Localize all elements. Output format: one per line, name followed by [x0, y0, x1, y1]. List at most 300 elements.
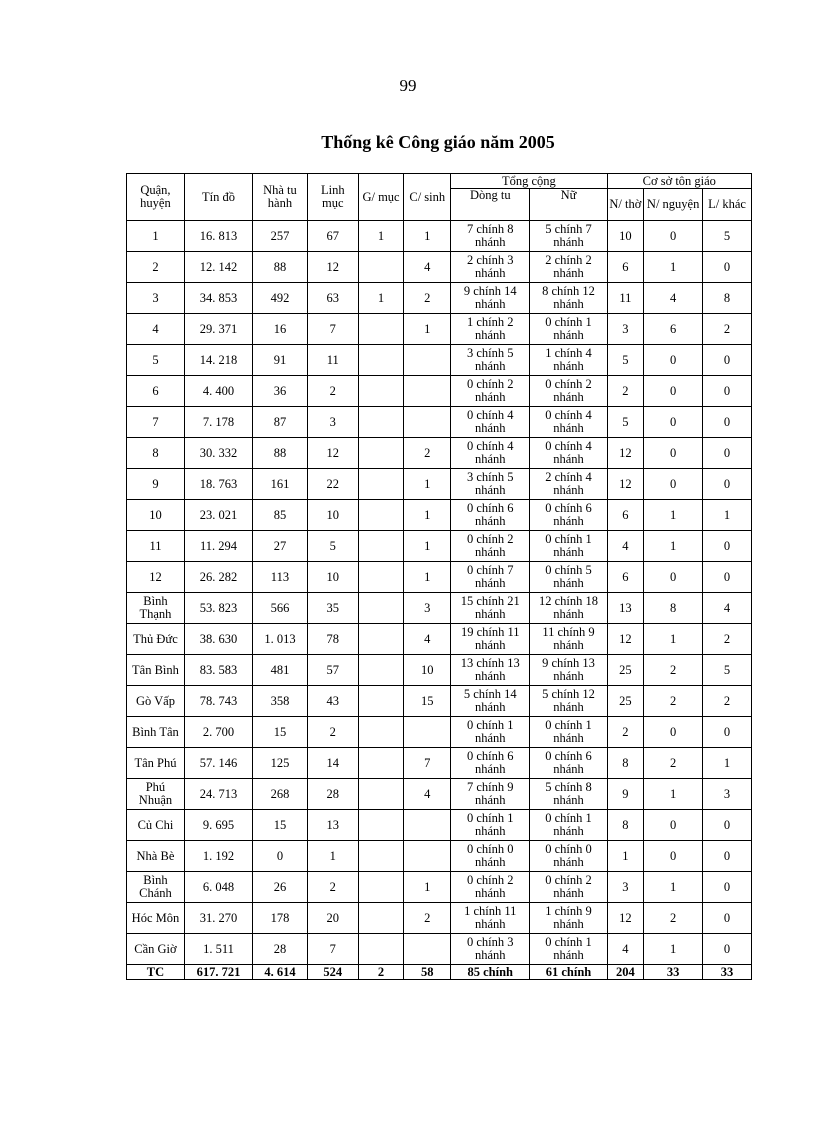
cell-female: 5 chính 7 nhánh [530, 221, 607, 252]
cell-seminarian: 1 [404, 500, 451, 531]
cell-churches: 9 [607, 779, 644, 810]
cell-believers: 30. 332 [184, 438, 252, 469]
cell-male-orders: 85 chính [451, 965, 530, 980]
cell-bishop [358, 717, 404, 748]
cell-bishop [358, 252, 404, 283]
table-row [127, 283, 752, 314]
table-row [127, 252, 752, 283]
cell-district: 4 [127, 314, 185, 345]
header-male-orders: Dòng tu [451, 189, 530, 221]
table-row [127, 221, 752, 252]
page-title: Thống kê Công giáo năm 2005 [321, 132, 555, 152]
cell-male-orders: 0 chính 4 nhánh [451, 407, 530, 438]
cell-chapels: 1 [644, 624, 703, 655]
cell-chapels: 2 [644, 686, 703, 717]
cell-district: TC [127, 965, 185, 980]
cell-female: 5 chính 12 nhánh [530, 686, 607, 717]
cell-seminarian: 4 [404, 779, 451, 810]
cell-priests: 524 [307, 965, 358, 980]
cell-believers: 83. 583 [184, 655, 252, 686]
header-religious-houses: Nhà tu hành [253, 174, 308, 221]
cell-bishop [358, 314, 404, 345]
table-row [127, 810, 752, 841]
cell-chapels: 0 [644, 469, 703, 500]
cell-female: 8 chính 12 nhánh [530, 283, 607, 314]
cell-churches: 6 [607, 562, 644, 593]
cell-chapels: 1 [644, 934, 703, 965]
cell-chapels: 0 [644, 841, 703, 872]
cell-bishop [358, 841, 404, 872]
cell-churches: 5 [607, 345, 644, 376]
cell-religious-houses: 36 [253, 376, 308, 407]
header-district: Quận, huyện [127, 174, 185, 221]
cell-priests: 43 [307, 686, 358, 717]
cell-seminarian: 3 [404, 593, 451, 624]
cell-other: 1 [703, 500, 752, 531]
cell-other: 0 [703, 717, 752, 748]
cell-churches: 6 [607, 252, 644, 283]
header-churches: N/ thờ [607, 189, 644, 221]
cell-priests: 7 [307, 934, 358, 965]
cell-other: 0 [703, 345, 752, 376]
cell-priests: 2 [307, 717, 358, 748]
catholic-statistics-table [126, 173, 752, 980]
cell-district: 8 [127, 438, 185, 469]
cell-chapels: 2 [644, 655, 703, 686]
cell-believers: 16. 813 [184, 221, 252, 252]
cell-chapels: 0 [644, 407, 703, 438]
cell-female: 0 chính 1 nhánh [530, 314, 607, 345]
cell-churches: 12 [607, 438, 644, 469]
cell-bishop: 1 [358, 221, 404, 252]
cell-churches: 2 [607, 376, 644, 407]
cell-male-orders: 0 chính 1 nhánh [451, 717, 530, 748]
cell-churches: 1 [607, 841, 644, 872]
cell-male-orders: 0 chính 2 nhánh [451, 531, 530, 562]
cell-churches: 3 [607, 872, 644, 903]
cell-believers: 1. 511 [184, 934, 252, 965]
cell-other: 0 [703, 872, 752, 903]
cell-religious-houses: 15 [253, 810, 308, 841]
cell-other: 5 [703, 221, 752, 252]
cell-believers: 78. 743 [184, 686, 252, 717]
header-priests: Linh mục [307, 174, 358, 221]
cell-priests: 20 [307, 903, 358, 934]
cell-chapels: 2 [644, 748, 703, 779]
cell-priests: 57 [307, 655, 358, 686]
cell-bishop [358, 934, 404, 965]
table-row [127, 655, 752, 686]
cell-seminarian [404, 841, 451, 872]
cell-male-orders: 0 chính 2 nhánh [451, 872, 530, 903]
cell-chapels: 0 [644, 562, 703, 593]
cell-other: 33 [703, 965, 752, 980]
cell-female: 0 chính 6 nhánh [530, 748, 607, 779]
table-row [127, 314, 752, 345]
header-chapels: N/ nguyện [644, 189, 703, 221]
cell-chapels: 0 [644, 438, 703, 469]
cell-male-orders: 0 chính 4 nhánh [451, 438, 530, 469]
cell-male-orders: 3 chính 5 nhánh [451, 345, 530, 376]
cell-religious-houses: 257 [253, 221, 308, 252]
table-row [127, 717, 752, 748]
cell-seminarian: 1 [404, 872, 451, 903]
cell-other: 0 [703, 252, 752, 283]
cell-religious-houses: 16 [253, 314, 308, 345]
cell-district: 11 [127, 531, 185, 562]
cell-churches: 8 [607, 810, 644, 841]
cell-female: 9 chính 13 nhánh [530, 655, 607, 686]
cell-female: 0 chính 5 nhánh [530, 562, 607, 593]
cell-female: 0 chính 4 nhánh [530, 438, 607, 469]
table-row [127, 748, 752, 779]
table-body [127, 221, 752, 980]
cell-other: 2 [703, 314, 752, 345]
cell-seminarian: 1 [404, 314, 451, 345]
cell-male-orders: 7 chính 8 nhánh [451, 221, 530, 252]
header-female: Nữ [530, 189, 607, 221]
cell-priests: 13 [307, 810, 358, 841]
cell-other: 0 [703, 903, 752, 934]
cell-seminarian: 2 [404, 903, 451, 934]
cell-district: Thủ Đức [127, 624, 185, 655]
cell-believers: 53. 823 [184, 593, 252, 624]
cell-female: 0 chính 1 nhánh [530, 717, 607, 748]
cell-bishop [358, 655, 404, 686]
table-row [127, 934, 752, 965]
table-row [127, 531, 752, 562]
cell-bishop [358, 779, 404, 810]
cell-bishop: 1 [358, 283, 404, 314]
cell-religious-houses: 26 [253, 872, 308, 903]
cell-seminarian: 4 [404, 624, 451, 655]
header-believers: Tín đồ [184, 174, 252, 221]
cell-seminarian: 1 [404, 531, 451, 562]
cell-district: 6 [127, 376, 185, 407]
cell-other: 5 [703, 655, 752, 686]
cell-religious-houses: 88 [253, 438, 308, 469]
header-total-group: Tổng cộng [451, 174, 607, 189]
cell-female: 1 chính 4 nhánh [530, 345, 607, 376]
cell-other: 1 [703, 748, 752, 779]
cell-male-orders: 13 chính 13 nhánh [451, 655, 530, 686]
cell-bishop [358, 376, 404, 407]
cell-male-orders: 0 chính 6 nhánh [451, 500, 530, 531]
header-bishop: G/ mục [358, 174, 404, 221]
cell-district: Tân Phú [127, 748, 185, 779]
cell-male-orders: 15 chính 21 nhánh [451, 593, 530, 624]
cell-seminarian: 7 [404, 748, 451, 779]
table-row [127, 376, 752, 407]
cell-female: 11 chính 9 nhánh [530, 624, 607, 655]
cell-priests: 10 [307, 500, 358, 531]
cell-bishop [358, 872, 404, 903]
cell-seminarian [404, 407, 451, 438]
cell-believers: 57. 146 [184, 748, 252, 779]
cell-religious-houses: 28 [253, 934, 308, 965]
cell-chapels: 0 [644, 810, 703, 841]
cell-bishop [358, 748, 404, 779]
table-row [127, 500, 752, 531]
cell-priests: 11 [307, 345, 358, 376]
cell-male-orders: 5 chính 14 nhánh [451, 686, 530, 717]
cell-religious-houses: 481 [253, 655, 308, 686]
cell-chapels: 33 [644, 965, 703, 980]
cell-religious-houses: 113 [253, 562, 308, 593]
cell-priests: 12 [307, 438, 358, 469]
cell-believers: 4. 400 [184, 376, 252, 407]
cell-chapels: 1 [644, 779, 703, 810]
cell-female: 0 chính 1 nhánh [530, 810, 607, 841]
cell-female: 1 chính 9 nhánh [530, 903, 607, 934]
cell-bishop [358, 531, 404, 562]
cell-other: 3 [703, 779, 752, 810]
cell-seminarian [404, 345, 451, 376]
cell-other: 0 [703, 841, 752, 872]
table-row [127, 562, 752, 593]
cell-religious-houses: 15 [253, 717, 308, 748]
cell-district: 1 [127, 221, 185, 252]
header-seminarian: C/ sinh [404, 174, 451, 221]
table-row [127, 438, 752, 469]
table-row [127, 469, 752, 500]
cell-male-orders: 19 chính 11 nhánh [451, 624, 530, 655]
cell-priests: 67 [307, 221, 358, 252]
cell-female: 0 chính 1 nhánh [530, 531, 607, 562]
cell-district: Cần Giờ [127, 934, 185, 965]
cell-believers: 2. 700 [184, 717, 252, 748]
cell-believers: 24. 713 [184, 779, 252, 810]
cell-believers: 23. 021 [184, 500, 252, 531]
cell-male-orders: 0 chính 7 nhánh [451, 562, 530, 593]
cell-seminarian: 4 [404, 252, 451, 283]
cell-religious-houses: 358 [253, 686, 308, 717]
header-facilities-group: Cơ sở tôn giáo [607, 174, 751, 189]
cell-female: 0 chính 4 nhánh [530, 407, 607, 438]
cell-other: 0 [703, 934, 752, 965]
cell-district: Củ Chi [127, 810, 185, 841]
cell-bishop [358, 438, 404, 469]
cell-district: Tân Bình [127, 655, 185, 686]
cell-chapels: 0 [644, 717, 703, 748]
cell-district: 12 [127, 562, 185, 593]
cell-churches: 4 [607, 934, 644, 965]
cell-religious-houses: 0 [253, 841, 308, 872]
cell-priests: 78 [307, 624, 358, 655]
cell-other: 0 [703, 376, 752, 407]
cell-churches: 3 [607, 314, 644, 345]
cell-seminarian: 58 [404, 965, 451, 980]
cell-priests: 63 [307, 283, 358, 314]
table-row [127, 345, 752, 376]
cell-male-orders: 1 chính 2 nhánh [451, 314, 530, 345]
cell-other: 0 [703, 562, 752, 593]
cell-believers: 38. 630 [184, 624, 252, 655]
cell-district: 2 [127, 252, 185, 283]
cell-churches: 5 [607, 407, 644, 438]
cell-churches: 2 [607, 717, 644, 748]
cell-religious-houses: 4. 614 [253, 965, 308, 980]
cell-priests: 3 [307, 407, 358, 438]
cell-other: 0 [703, 531, 752, 562]
cell-district: Bình Chánh [127, 872, 185, 903]
cell-chapels: 4 [644, 283, 703, 314]
cell-seminarian [404, 717, 451, 748]
cell-believers: 617. 721 [184, 965, 252, 980]
cell-female: 0 chính 2 nhánh [530, 872, 607, 903]
cell-churches: 204 [607, 965, 644, 980]
cell-chapels: 2 [644, 903, 703, 934]
cell-district: Bình Thạnh [127, 593, 185, 624]
cell-believers: 29. 371 [184, 314, 252, 345]
cell-bishop [358, 903, 404, 934]
cell-chapels: 1 [644, 531, 703, 562]
cell-chapels: 6 [644, 314, 703, 345]
cell-chapels: 1 [644, 500, 703, 531]
cell-district: 7 [127, 407, 185, 438]
cell-chapels: 0 [644, 345, 703, 376]
cell-bishop [358, 345, 404, 376]
cell-female: 2 chính 4 nhánh [530, 469, 607, 500]
cell-believers: 6. 048 [184, 872, 252, 903]
cell-seminarian: 15 [404, 686, 451, 717]
cell-religious-houses: 268 [253, 779, 308, 810]
cell-female: 0 chính 2 nhánh [530, 376, 607, 407]
cell-churches: 12 [607, 624, 644, 655]
cell-male-orders: 0 chính 3 nhánh [451, 934, 530, 965]
cell-female: 61 chính [530, 965, 607, 980]
table-row [127, 624, 752, 655]
cell-district: 9 [127, 469, 185, 500]
cell-bishop [358, 469, 404, 500]
cell-other: 0 [703, 407, 752, 438]
cell-district: 10 [127, 500, 185, 531]
cell-female: 2 chính 2 nhánh [530, 252, 607, 283]
table-row [127, 841, 752, 872]
cell-bishop [358, 562, 404, 593]
cell-believers: 14. 218 [184, 345, 252, 376]
cell-churches: 11 [607, 283, 644, 314]
cell-believers: 26. 282 [184, 562, 252, 593]
header-other: L/ khác [703, 189, 752, 221]
cell-female: 0 chính 1 nhánh [530, 934, 607, 965]
cell-chapels: 8 [644, 593, 703, 624]
total-row [127, 965, 752, 980]
cell-seminarian: 10 [404, 655, 451, 686]
cell-priests: 7 [307, 314, 358, 345]
cell-religious-houses: 88 [253, 252, 308, 283]
cell-district: Hóc Môn [127, 903, 185, 934]
cell-religious-houses: 1. 013 [253, 624, 308, 655]
cell-chapels: 1 [644, 872, 703, 903]
cell-male-orders: 2 chính 3 nhánh [451, 252, 530, 283]
cell-female: 0 chính 6 nhánh [530, 500, 607, 531]
cell-male-orders: 3 chính 5 nhánh [451, 469, 530, 500]
cell-seminarian [404, 934, 451, 965]
cell-male-orders: 9 chính 14 nhánh [451, 283, 530, 314]
cell-district: Phú Nhuận [127, 779, 185, 810]
table-row [127, 686, 752, 717]
cell-churches: 25 [607, 686, 644, 717]
cell-male-orders: 0 chính 6 nhánh [451, 748, 530, 779]
cell-religious-houses: 492 [253, 283, 308, 314]
cell-district: Bình Tân [127, 717, 185, 748]
cell-chapels: 0 [644, 376, 703, 407]
table-row [127, 593, 752, 624]
cell-chapels: 0 [644, 221, 703, 252]
cell-bishop [358, 407, 404, 438]
cell-priests: 5 [307, 531, 358, 562]
cell-other: 8 [703, 283, 752, 314]
cell-seminarian [404, 810, 451, 841]
cell-priests: 12 [307, 252, 358, 283]
cell-believers: 12. 142 [184, 252, 252, 283]
cell-priests: 35 [307, 593, 358, 624]
cell-male-orders: 0 chính 2 nhánh [451, 376, 530, 407]
cell-believers: 7. 178 [184, 407, 252, 438]
table-row [127, 903, 752, 934]
cell-priests: 1 [307, 841, 358, 872]
cell-churches: 4 [607, 531, 644, 562]
cell-male-orders: 0 chính 0 nhánh [451, 841, 530, 872]
cell-bishop [358, 624, 404, 655]
cell-religious-houses: 91 [253, 345, 308, 376]
cell-other: 0 [703, 810, 752, 841]
cell-district: 3 [127, 283, 185, 314]
cell-seminarian: 1 [404, 562, 451, 593]
cell-seminarian [404, 376, 451, 407]
cell-religious-houses: 566 [253, 593, 308, 624]
cell-bishop [358, 686, 404, 717]
cell-female: 12 chính 18 nhánh [530, 593, 607, 624]
cell-priests: 2 [307, 376, 358, 407]
cell-churches: 13 [607, 593, 644, 624]
cell-religious-houses: 178 [253, 903, 308, 934]
cell-religious-houses: 87 [253, 407, 308, 438]
cell-believers: 31. 270 [184, 903, 252, 934]
cell-churches: 12 [607, 469, 644, 500]
cell-female: 0 chính 0 nhánh [530, 841, 607, 872]
cell-other: 2 [703, 624, 752, 655]
cell-district: Nhà Bè [127, 841, 185, 872]
cell-churches: 8 [607, 748, 644, 779]
cell-priests: 28 [307, 779, 358, 810]
cell-priests: 22 [307, 469, 358, 500]
cell-bishop [358, 593, 404, 624]
cell-chapels: 1 [644, 252, 703, 283]
cell-priests: 14 [307, 748, 358, 779]
cell-believers: 11. 294 [184, 531, 252, 562]
cell-other: 0 [703, 469, 752, 500]
cell-religious-houses: 27 [253, 531, 308, 562]
cell-male-orders: 1 chính 11 nhánh [451, 903, 530, 934]
cell-believers: 34. 853 [184, 283, 252, 314]
cell-churches: 25 [607, 655, 644, 686]
cell-other: 4 [703, 593, 752, 624]
cell-bishop [358, 810, 404, 841]
table-row [127, 407, 752, 438]
cell-male-orders: 0 chính 1 nhánh [451, 810, 530, 841]
cell-bishop [358, 500, 404, 531]
table-row [127, 779, 752, 810]
cell-priests: 2 [307, 872, 358, 903]
cell-churches: 12 [607, 903, 644, 934]
cell-male-orders: 7 chính 9 nhánh [451, 779, 530, 810]
cell-district: Gò Vấp [127, 686, 185, 717]
table-row [127, 872, 752, 903]
cell-seminarian: 1 [404, 469, 451, 500]
cell-believers: 1. 192 [184, 841, 252, 872]
